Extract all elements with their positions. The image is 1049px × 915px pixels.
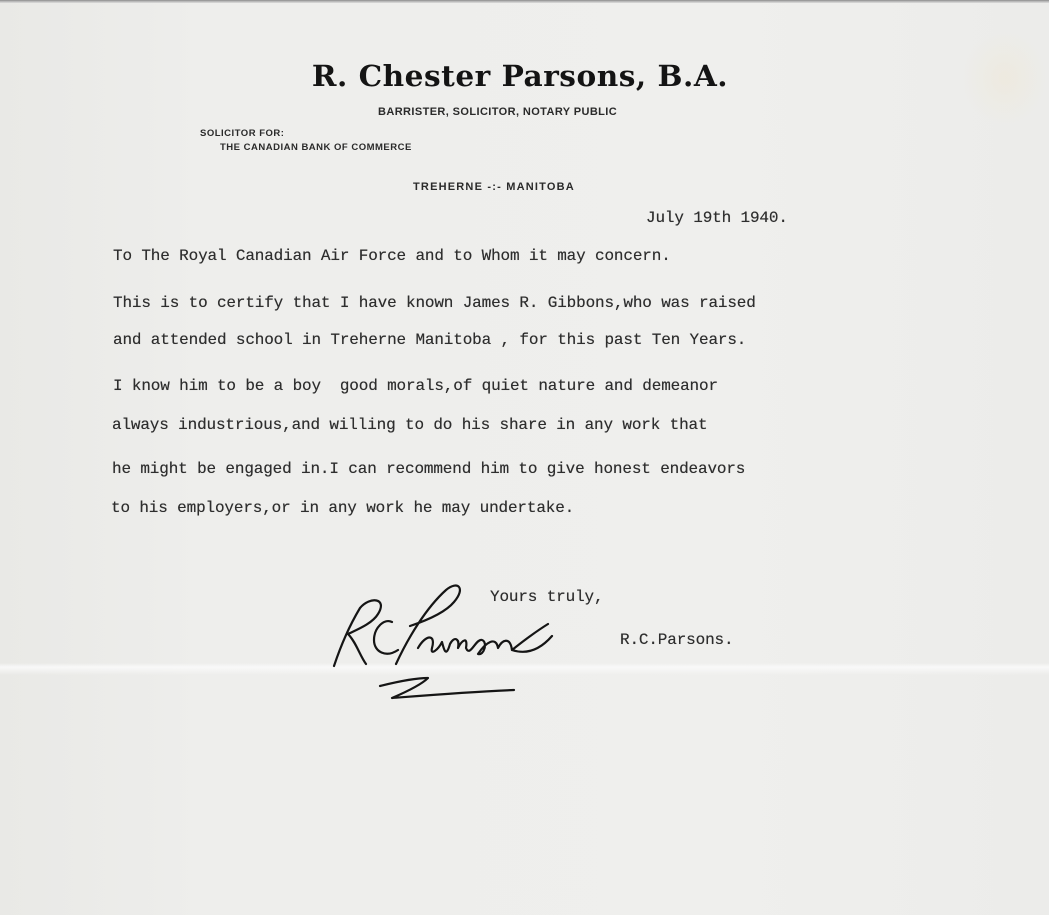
body-line: he might be engaged in.I can recommend him to give honest endeavors — [112, 460, 746, 478]
body-line: to his employers,or in any work he may undertake. — [111, 499, 575, 517]
typed-signature-name: R.C.Parsons. — [620, 631, 734, 649]
letterhead-location: TREHERNE -:- MANITOBA — [413, 181, 575, 193]
body-line: This is to certify that I have known James R. Gibbons,who was raised — [113, 294, 756, 312]
letterhead-name-text: R. Chester Parsons, B.A. — [311, 59, 729, 93]
letter-page — [0, 3, 1049, 915]
handwritten-signature-icon — [326, 578, 586, 708]
solicitor-for-client: THE CANADIAN BANK OF COMMERCE — [220, 142, 412, 153]
letter-closing: Yours truly, — [490, 588, 604, 606]
body-line: and attended school in Treherne Manitoba , for this past Ten Years. — [113, 331, 747, 349]
body-line: I know him to be a boy good morals,of quiet nature and demeanor — [113, 377, 718, 395]
letterhead-title: BARRISTER, SOLICITOR, NOTARY PUBLIC — [378, 106, 618, 118]
letter-salutation: To The Royal Canadian Air Force and to Whom it may concern. — [113, 247, 671, 265]
letterhead-name — [0, 59, 1049, 93]
body-line: always industrious,and willing to do his share in any work that — [112, 416, 708, 434]
letter-date: July 19th 1940. — [646, 209, 788, 227]
solicitor-for-label: SOLICITOR FOR: — [200, 128, 285, 139]
